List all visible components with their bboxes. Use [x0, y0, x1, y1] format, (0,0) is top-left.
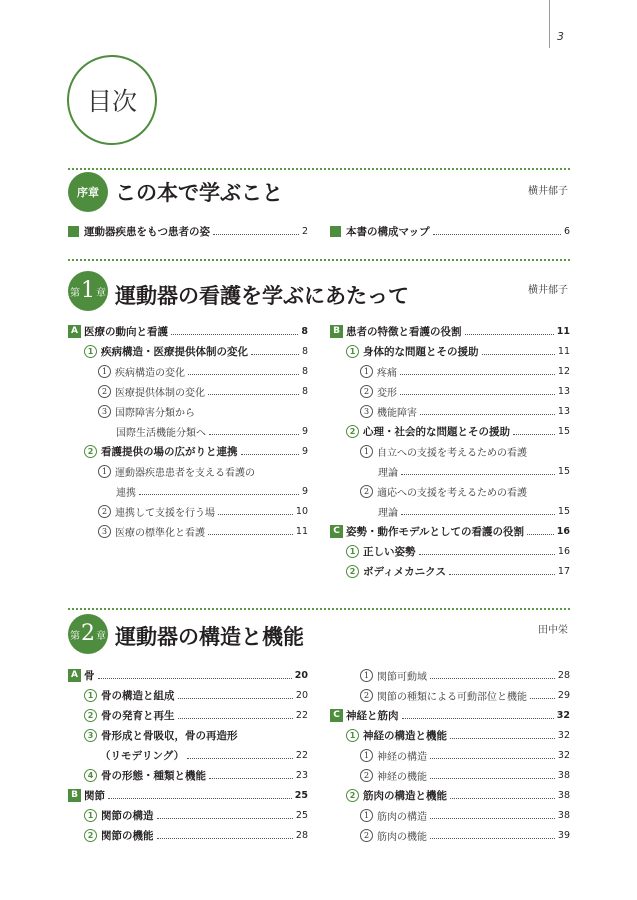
circled-number: 2 [98, 505, 111, 518]
leader-dots [108, 798, 292, 799]
toc-heading [67, 55, 157, 145]
toc-entry[interactable]: 1 疾病構造・医療提供体制の変化 8 [84, 341, 308, 361]
toc-item[interactable]: 1 関節可動域 28 [360, 665, 570, 685]
leader-dots [482, 354, 555, 355]
section-letter-badge: C [330, 709, 343, 722]
circled-number: 1 [84, 809, 97, 822]
circled-number: 3 [98, 405, 111, 418]
toc-entry[interactable]: 2 関節の機能 28 [84, 825, 308, 845]
toc-item[interactable]: 3 医療の標準化と看護 11 [98, 521, 308, 541]
leader-dots [430, 678, 555, 679]
toc-title: 目次 [86, 87, 137, 116]
leader-dots [530, 698, 555, 699]
leader-dots [251, 354, 299, 355]
circled-number: 2 [360, 829, 373, 842]
section-letter-badge: C [330, 525, 343, 538]
chapter2-badge: 第 2 章 [68, 614, 108, 654]
toc-section[interactable]: B 患者の特徴と看護の役割 11 [330, 321, 570, 341]
leader-dots [430, 758, 555, 759]
leader-dots [208, 534, 293, 535]
header-rule [549, 0, 550, 48]
toc-item[interactable]: 1 自立への支援を考えるための看護 [360, 441, 570, 461]
square-bullet-icon [330, 226, 341, 237]
circled-number: 1 [346, 729, 359, 742]
circled-number: 1 [360, 749, 373, 762]
leader-dots [209, 434, 299, 435]
leader-dots [513, 434, 555, 435]
section-letter-badge: A [68, 669, 81, 682]
leader-dots [400, 374, 555, 375]
circled-number: 1 [84, 345, 97, 358]
toc-item[interactable]: 1 疼痛 12 [360, 361, 570, 381]
leader-dots [188, 374, 299, 375]
toc-entry[interactable]: 1 神経の構造と機能 32 [346, 725, 570, 745]
leader-dots [430, 818, 555, 819]
chapter2-title: 運動器の構造と機能 [115, 625, 304, 649]
leader-dots [430, 778, 555, 779]
leader-dots [209, 778, 293, 779]
leader-dots [465, 334, 554, 335]
prologue-author: 横井郁子 [528, 186, 568, 197]
leader-dots [433, 234, 561, 235]
toc-item[interactable]: 2 医療提供体制の変化 8 [98, 381, 308, 401]
circled-number: 2 [360, 385, 373, 398]
section-letter-badge: B [68, 789, 81, 802]
prologue-badge [68, 172, 108, 212]
toc-item-continued[interactable]: 理論 15 [378, 465, 570, 479]
circled-number: 2 [360, 485, 373, 498]
circled-number: 2 [84, 709, 97, 722]
toc-item-continued[interactable]: 国際生活機能分類へ 9 [116, 425, 308, 439]
circled-number: 2 [98, 385, 111, 398]
toc-item[interactable]: 2 連携して支援を行う場 10 [98, 501, 308, 521]
circled-number: 2 [346, 789, 359, 802]
toc-item[interactable]: 3 機能障害 13 [360, 401, 570, 421]
leader-dots [420, 414, 555, 415]
circled-number: 1 [98, 465, 111, 478]
leader-dots [98, 678, 292, 679]
leader-dots [430, 838, 555, 839]
circled-number: 1 [98, 365, 111, 378]
chapter1-title: 運動器の看護を学ぶにあたって [115, 284, 409, 308]
square-bullet-icon [68, 226, 79, 237]
leader-dots [187, 758, 293, 759]
leader-dots [400, 394, 555, 395]
circled-number: 2 [360, 769, 373, 782]
toc-section[interactable]: C 姿勢・動作モデルとしての看護の役割 16 [330, 521, 570, 541]
section-divider [68, 259, 570, 261]
circled-number: 1 [360, 809, 373, 822]
circled-number: 1 [346, 345, 359, 358]
circled-number: 2 [360, 689, 373, 702]
toc-item-continued[interactable]: 連携 9 [116, 485, 308, 499]
leader-dots [178, 718, 293, 719]
toc-entry[interactable]: 1 骨の構造と組成 20 [84, 685, 308, 705]
toc-entry[interactable]: 1 身体的な問題とその援助 11 [346, 341, 570, 361]
circled-number: 1 [360, 669, 373, 682]
circled-number: 2 [346, 425, 359, 438]
toc-entry[interactable]: 2 ボディメカニクス 17 [346, 561, 570, 581]
circled-number: 3 [98, 525, 111, 538]
toc-item[interactable]: 2 神経の機能 38 [360, 765, 570, 785]
prologue-badge-label: 序章 [77, 186, 99, 199]
toc-item[interactable]: 1 疾病構造の変化 8 [98, 361, 308, 381]
prologue-title: この本で学ぶこと [115, 181, 283, 205]
toc-item[interactable]: 2 関節の種類による可動部位と機能 29 [360, 685, 570, 705]
toc-item[interactable]: 1 運動器疾患患者を支える看護の [98, 461, 308, 481]
chapter1-badge: 第 1 章 [68, 271, 108, 311]
section-divider [68, 608, 570, 610]
toc-item[interactable]: 2 適応への支援を考えるための看護 [360, 481, 570, 501]
chapter2-author: 田中栄 [538, 625, 568, 636]
leader-dots [449, 574, 555, 575]
leader-dots [139, 494, 299, 495]
leader-dots [218, 514, 293, 515]
leader-dots [178, 698, 293, 699]
page-ref: 2 [301, 225, 308, 237]
leader-dots [450, 798, 555, 799]
toc-item[interactable]: 2 変形 13 [360, 381, 570, 401]
circled-number: 1 [360, 365, 373, 378]
circled-number: 1 [346, 545, 359, 558]
leader-dots [213, 234, 299, 235]
toc-section[interactable]: A 骨 20 [68, 665, 308, 685]
toc-entry[interactable]: 2 看護提供の場の広がりと連携 9 [84, 441, 308, 461]
leader-dots [157, 838, 293, 839]
toc-entry[interactable]: 4 骨の形態・種類と機能 23 [84, 765, 308, 785]
leader-dots [419, 554, 555, 555]
toc-section[interactable]: A 医療の動向と看護 8 [68, 321, 308, 341]
leader-dots [401, 514, 555, 515]
section-letter-badge: B [330, 325, 343, 338]
toc-item[interactable]: 1 神経の構造 32 [360, 745, 570, 765]
leader-dots [401, 474, 555, 475]
section-letter-badge: A [68, 325, 81, 338]
leader-dots [171, 334, 298, 335]
leader-dots [241, 454, 299, 455]
toc-entry[interactable]: 2 骨の発育と再生 22 [84, 705, 308, 725]
toc-entry-continued[interactable]: （リモデリング） 22 [100, 749, 308, 762]
toc-section[interactable]: B 関節 25 [68, 785, 308, 805]
toc-entry[interactable]: 1 関節の構造 25 [84, 805, 308, 825]
section-divider [68, 168, 570, 170]
circled-number: 2 [84, 829, 97, 842]
toc-item[interactable]: 3 国際障害分類から [98, 401, 308, 421]
toc-section[interactable]: C 神経と筋肉 32 [330, 705, 570, 725]
circled-number: 3 [84, 729, 97, 742]
toc-entry[interactable]: 1 正しい姿勢 16 [346, 541, 570, 561]
circled-number: 3 [360, 405, 373, 418]
circled-number: 2 [346, 565, 359, 578]
toc-item[interactable]: 1 筋肉の構造 38 [360, 805, 570, 825]
circled-number: 4 [84, 769, 97, 782]
page-ref: 6 [563, 225, 570, 237]
toc-entry[interactable]: 2 心理・社会的な問題とその援助 15 [346, 421, 570, 441]
leader-dots [208, 394, 299, 395]
circled-number: 1 [84, 689, 97, 702]
circled-number: 1 [360, 445, 373, 458]
page-number: 3 [557, 30, 564, 43]
toc-entry[interactable]: 本書の構成マップ 6 [330, 221, 570, 241]
toc-entry[interactable]: 3 骨形成と骨吸収，骨の再造形 [84, 725, 308, 745]
chapter1-author: 横井郁子 [528, 285, 568, 296]
toc-item[interactable]: 2 筋肉の機能 39 [360, 825, 570, 845]
leader-dots [450, 738, 555, 739]
leader-dots [157, 818, 293, 819]
leader-dots [402, 718, 554, 719]
leader-dots [527, 534, 554, 535]
toc-item-continued[interactable]: 理論 15 [378, 505, 570, 519]
toc-entry[interactable]: 運動器疾患をもつ患者の姿 2 [68, 221, 308, 241]
toc-entry[interactable]: 2 筋肉の構造と機能 38 [346, 785, 570, 805]
circled-number: 2 [84, 445, 97, 458]
